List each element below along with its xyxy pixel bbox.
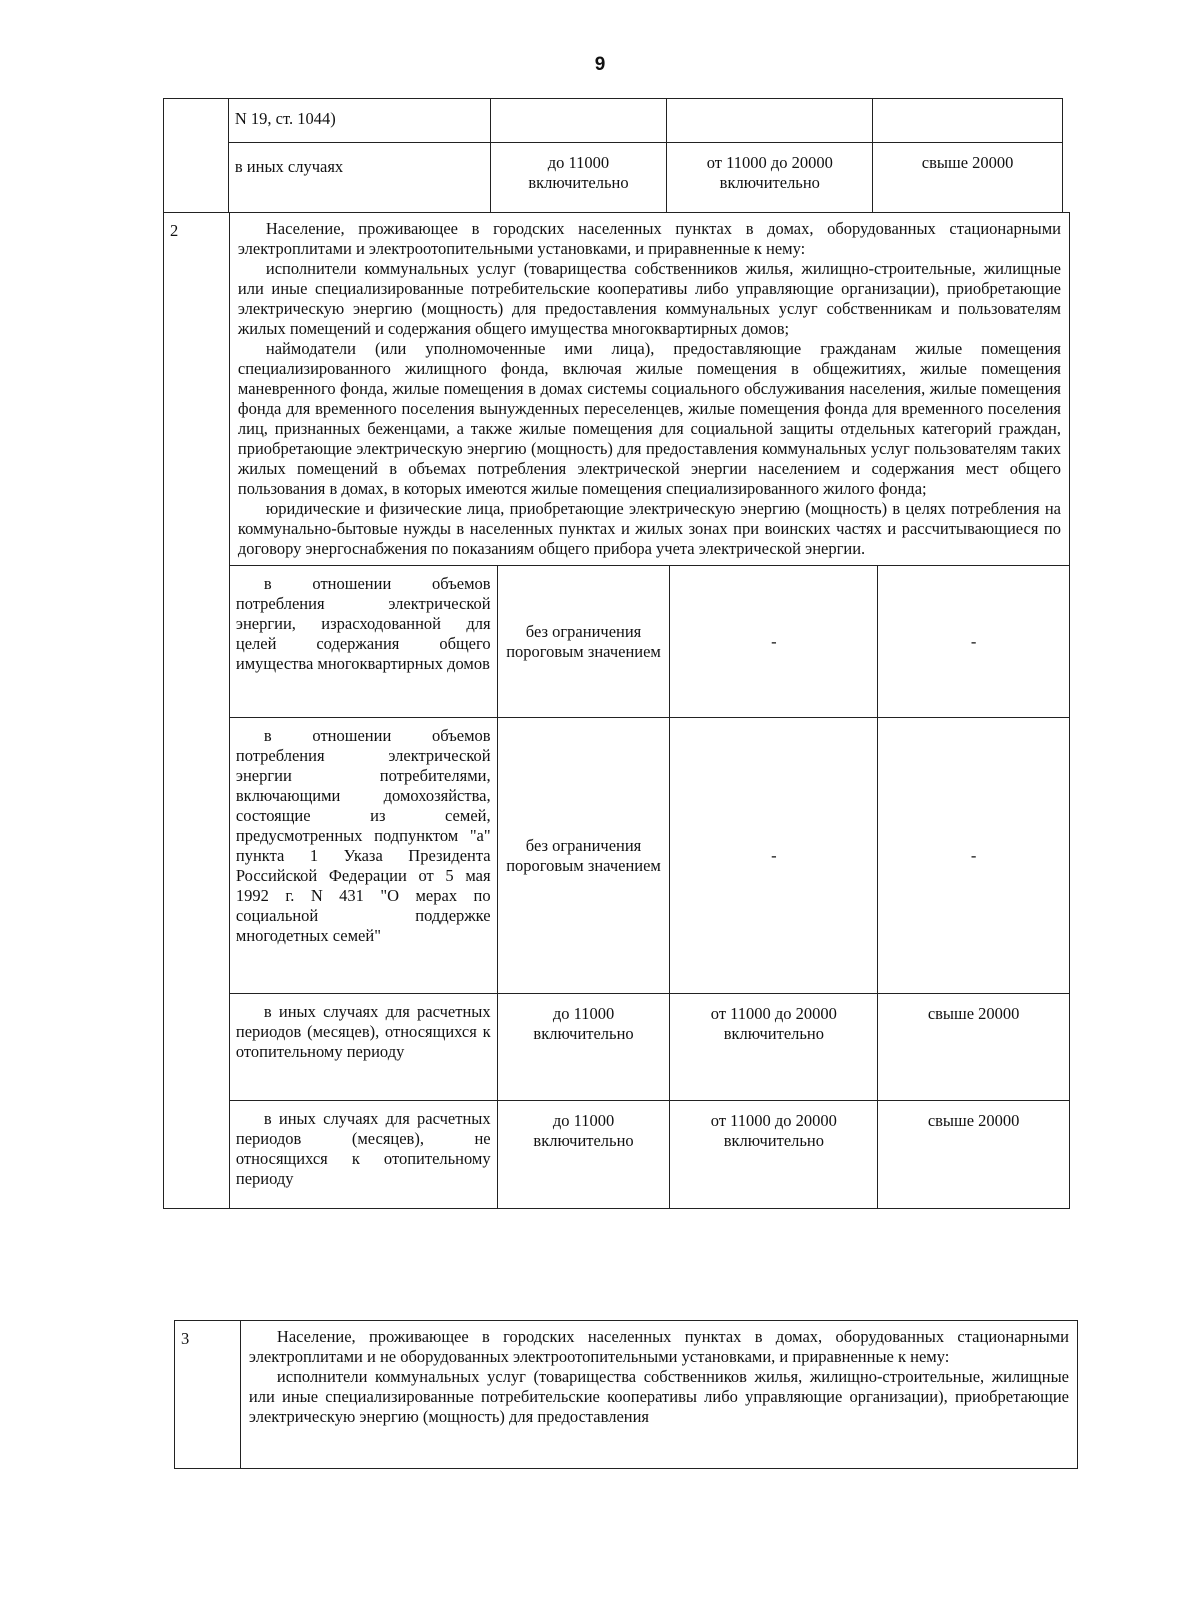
value-threshold-3: - — [878, 566, 1070, 718]
row-label: в иных случаях — [228, 143, 490, 213]
value-threshold-3: свыше 20000 — [878, 1101, 1070, 1209]
row-number: 3 — [175, 1321, 241, 1469]
value-threshold-3: - — [878, 718, 1070, 994]
paragraph: исполнители коммунальных услуг (товарищества собственников жилья, жилищно-строительные, жилищные или иные специализированные потребительские кооперативы либо управляющие организации), приобретающие электрическую энергию (мощность) для предоставления коммунальных услуг собственникам и пользователям жилых помещений и содержания общего имущества многоквартирных домов; — [237, 259, 1061, 338]
value-cell — [490, 99, 667, 143]
section-3-description — [240, 1321, 1077, 1469]
value-threshold-1: без ограничения пороговым значением — [497, 566, 670, 718]
value-threshold-3: свыше 20000 — [873, 143, 1063, 213]
value-threshold-2: от 11000 до 20000 включительно — [670, 994, 878, 1101]
table-section-3 — [174, 1320, 1078, 1469]
row-label — [229, 994, 497, 1101]
row-number: 2 — [164, 213, 230, 1209]
value-threshold-2: от 11000 до 20000 включительно — [670, 1101, 878, 1209]
value-threshold-1: до 11000 включительно — [497, 994, 670, 1101]
table-row — [164, 143, 1063, 213]
section-2-description — [229, 213, 1069, 566]
table-row — [164, 718, 1070, 994]
value-threshold-2: - — [670, 566, 878, 718]
value-threshold-1: до 11000 включительно — [497, 1101, 670, 1209]
row-label-text: в иных случаях для расчетных периодов (месяцев), относящихся к отопительному периоду — [235, 1002, 491, 1061]
table-row — [175, 1321, 1078, 1469]
table-row — [164, 566, 1070, 718]
row-label-text: в отношении объемов потребления электрической энергии, израсходованной для целей содержания общего имущества многоквартирных домов — [235, 574, 491, 673]
table-row — [164, 99, 1063, 143]
table-row — [164, 1101, 1070, 1209]
value-cell — [873, 99, 1063, 143]
paragraph: Население, проживающее в городских населенных пунктах в домах, оборудованных стационарными электроплитами и не оборудованных электроотопительными установками, и приравненные к нему: — [248, 1327, 1069, 1366]
page-number: 9 — [594, 54, 606, 75]
value-threshold-2: от 11000 до 20000 включительно — [667, 143, 873, 213]
row-label — [229, 1101, 497, 1209]
value-threshold-1: без ограничения пороговым значением — [497, 718, 670, 994]
row-label — [229, 718, 497, 994]
table-row — [164, 213, 1070, 566]
row-number-cell — [164, 99, 229, 213]
row-label-text: в отношении объемов потребления электрической энергии потребителями, включающими домохозяйства, состоящие из семей, предусмотренных подпунктом "а" пункта 1 Указа Президента Российской Федерации от 5 мая 1992 г. N 431 "О мерах по социальной поддержке многодетных семей" — [235, 726, 491, 945]
table-section-2 — [163, 212, 1070, 1209]
value-threshold-2: - — [670, 718, 878, 994]
paragraph: наймодатели (или уполномоченные ими лица), предоставляющие гражданам жилые помещения специализированного жилищного фонда, включая жилые помещения в общежитиях, жилые помещения маневренного фонда, жилые помещения в домах системы социального обслуживания населения, жилые помещения фонда для временного поселения вынужденных переселенцев, жилые помещения фонда для временного поселения лиц, признанных беженцами, а также жилые помещения для социальной защиты отдельных категорий граждан, приобретающие электрическую энергию (мощность) для предоставления коммунальных услуг пользователям таких жилых помещений в объемах потребления электрической энергии населением и содержания мест общего пользования в домах, в которых имеются жилые помещения специализированного жилого фонда; — [237, 339, 1061, 498]
row-label: N 19, ст. 1044) — [228, 99, 490, 143]
value-cell — [667, 99, 873, 143]
paragraph: юридические и физические лица, приобретающие электрическую энергию (мощность) в целях потребления на коммунально-бытовые нужды в населенных пунктах и жилых зонах при воинских частях и рассчитывающиеся по договору энергоснабжения по показаниям общего прибора учета электрической энергии. — [237, 499, 1061, 558]
table-row — [164, 994, 1070, 1101]
value-threshold-3: свыше 20000 — [878, 994, 1070, 1101]
paragraph: Население, проживающее в городских населенных пунктах в домах, оборудованных стационарными электроплитами и электроотопительными установками, и приравненные к нему: — [237, 219, 1061, 258]
paragraph: исполнители коммунальных услуг (товарищества собственников жилья, жилищно-строительные, жилищные или иные специализированные потребительские кооперативы либо управляющие организации), приобретающие электрическую энергию (мощность) для предоставления — [248, 1367, 1069, 1426]
row-label — [229, 566, 497, 718]
row-label-text: в иных случаях для расчетных периодов (месяцев), не относящихся к отопительному периоду — [235, 1109, 491, 1188]
table-section-1 — [163, 98, 1063, 213]
value-threshold-1: до 11000 включительно — [490, 143, 667, 213]
